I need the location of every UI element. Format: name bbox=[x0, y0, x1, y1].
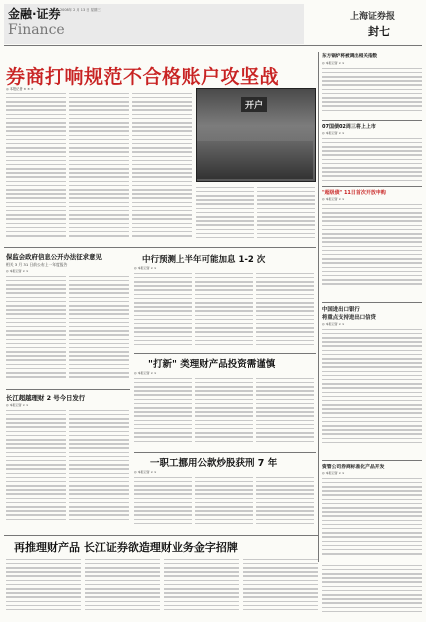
mid2-col3 bbox=[256, 375, 314, 450]
right-top-title: 东方锅炉将被调出相关指数 bbox=[322, 54, 378, 59]
section-title-en: Finance bbox=[8, 22, 65, 38]
left3-text-col2 bbox=[69, 407, 129, 531]
left2-title: 保监会政府信息公开办法征求意见 bbox=[6, 253, 102, 261]
mid-story-col2 bbox=[195, 270, 253, 352]
lead-text-col4 bbox=[196, 184, 254, 242]
mid2-title: "打新" 类理财产品投资需谨慎 bbox=[148, 359, 276, 370]
mid-story-title: 中行预测上半年可能加息 1-2 次 bbox=[142, 255, 266, 265]
left2-subtitle: 相关 3 月 31 日前公布上一年度报告 bbox=[6, 262, 68, 267]
bottom-text-col1 bbox=[6, 556, 81, 618]
mid2-col1 bbox=[134, 375, 192, 450]
column-rule bbox=[318, 52, 319, 562]
right-last-title: 资管公司券商标准化产品开发 bbox=[322, 465, 385, 470]
masthead-rule bbox=[4, 45, 422, 46]
mid3-byline: ◎ 本报记者 × × bbox=[134, 470, 157, 474]
right-last-byline: ◎ 本报记者 × × bbox=[322, 471, 345, 475]
mid2-col2 bbox=[195, 375, 253, 450]
bottom-text-col2 bbox=[85, 556, 160, 618]
lead-text-col1 bbox=[6, 90, 66, 242]
left2-text-col2 bbox=[69, 273, 129, 386]
lead-text-col5 bbox=[257, 184, 315, 242]
right-divider-1 bbox=[322, 120, 422, 121]
right-china-byline: ◎ 本报记者 × × bbox=[322, 322, 345, 326]
bottom-banner-title: 再推理财产品 长江证券欲造理财业务金字招牌 bbox=[14, 541, 238, 554]
right-mid-title: 07国债02周三将上上市 bbox=[322, 124, 376, 130]
right-last-text bbox=[322, 475, 422, 560]
right-mid2-title: "超级债" 11日首次开放申购 bbox=[322, 190, 386, 196]
right-divider-4 bbox=[322, 460, 422, 461]
newspaper-logo: 上海证券报 bbox=[350, 12, 396, 22]
masthead bbox=[0, 0, 426, 50]
right-mid2-byline: ◎ 本报记者 × × bbox=[322, 197, 345, 201]
section-title: 金融·证券 bbox=[8, 7, 61, 21]
mid-story-col1 bbox=[134, 270, 192, 352]
bottom-right-text bbox=[322, 562, 422, 618]
mid-story-col3 bbox=[256, 270, 314, 352]
mid3-col1 bbox=[134, 474, 192, 532]
right-china-text bbox=[322, 326, 422, 454]
bottom-text-col4 bbox=[243, 556, 318, 618]
mid2-byline: ◎ 本报记者 × × bbox=[134, 371, 157, 375]
left-divider bbox=[6, 389, 130, 390]
right-china-title-2: 将重点支持进出口信贷 bbox=[322, 315, 376, 321]
lead-photo bbox=[196, 88, 316, 182]
mid3-col2 bbox=[195, 474, 253, 532]
lead-text-col2 bbox=[69, 90, 129, 242]
right-mid-text bbox=[322, 135, 422, 185]
right-divider-3 bbox=[322, 302, 422, 303]
bottom-rule bbox=[4, 535, 318, 536]
mid3-title: 一职工挪用公款炒股获刑 7 年 bbox=[150, 458, 278, 469]
right-china-title-1: 中国进出口银行 bbox=[322, 307, 360, 313]
mid-divider-1 bbox=[134, 353, 316, 354]
right-divider-2 bbox=[322, 186, 422, 187]
mid-story-byline: ◎ 本报记者 × × bbox=[134, 266, 157, 270]
mid-divider-2 bbox=[134, 452, 316, 453]
left3-byline: ◎ 本报记者 × × bbox=[6, 403, 29, 407]
bottom-text-col3 bbox=[164, 556, 239, 618]
masthead-meta: 2008年 2 月 13 日 星期三 bbox=[60, 8, 101, 12]
photo-crowd bbox=[197, 141, 313, 179]
right-mid2-text bbox=[322, 201, 422, 291]
lead-bottom-rule bbox=[4, 247, 316, 248]
right-top-text bbox=[322, 65, 422, 117]
left3-title: 长江超越理财 2 号今日发行 bbox=[6, 394, 86, 402]
mid3-col3 bbox=[256, 474, 314, 532]
right-top-byline: ◎ 本报记者 × × bbox=[322, 61, 345, 65]
page-label: 封七 bbox=[368, 25, 390, 38]
lead-headline: 券商打响规范不合格账户攻坚战 bbox=[6, 66, 280, 88]
left3-text-col1 bbox=[6, 407, 66, 531]
right-mid-byline: ◎ 本报记者 × × bbox=[322, 131, 345, 135]
left2-byline: ◎ 本报记者 × × bbox=[6, 269, 29, 273]
lead-text-col3 bbox=[132, 90, 192, 242]
lead-byline: ◎ 本报记者 × × × bbox=[6, 87, 34, 91]
left2-text-col1 bbox=[6, 273, 66, 386]
photo-sign: 开户 bbox=[241, 97, 267, 112]
